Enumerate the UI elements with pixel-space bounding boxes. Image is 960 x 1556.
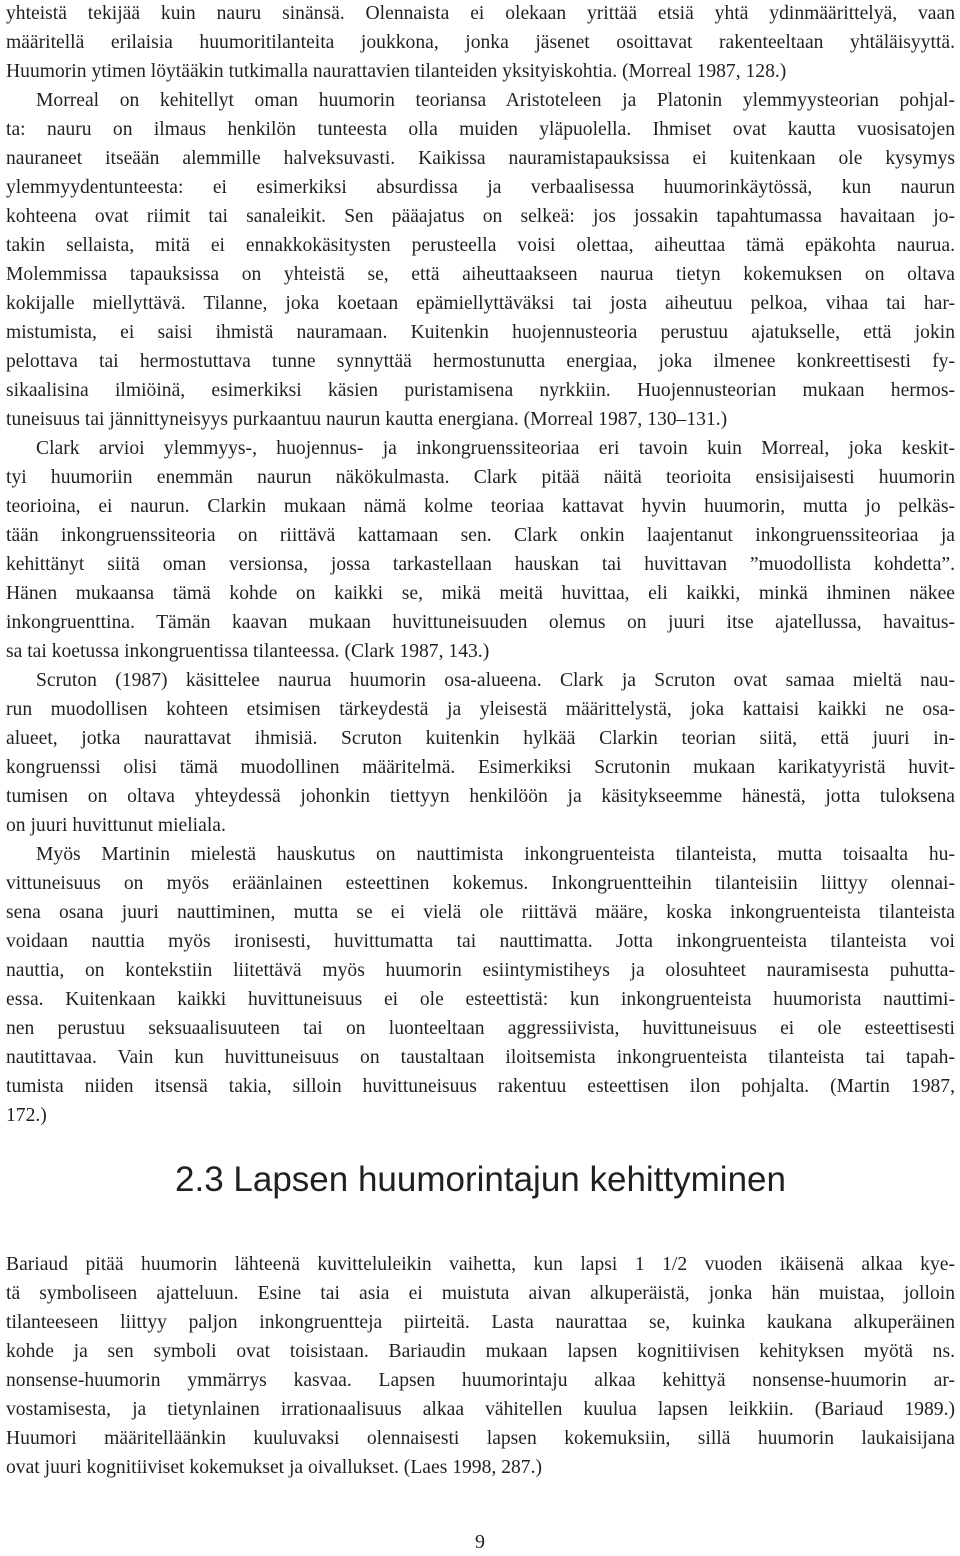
text-line: vittuneisuus on myös eräänlainen esteettinen kokemus. Inkongruentteihin tilanteisiin liittyy olennai- xyxy=(6,873,955,894)
text-line: pelottava tai hermostuttava tunne synnyttää hermostunutta energiaa, joka ilmenee konkreettisesti fy- xyxy=(6,351,955,372)
text-line: Hänen mukaansa tämä kohde on kaikki se, mikä meitä huvittaa, eli kaikki, minkä ihminen näkee xyxy=(6,583,955,604)
text-line: nonsense-huumorin ymmärrys kasvaa. Lapsen huumorintaju alkaa kehittyä nonsense-huumorin ar- xyxy=(6,1370,955,1391)
page-number: 9 xyxy=(475,1531,485,1553)
text-line: nauttia, on kontekstiin liitettävä myös huumorin esiintymistiheys ja olosuhteet nauramisesta puhutta- xyxy=(6,960,955,981)
body-text-after-heading xyxy=(6,1251,955,1483)
text-line: ylemmyydentunteesta: ei esimerkiksi absurdissa ja verbaalisessa huumorinkäytössä, kun naurun xyxy=(6,177,955,198)
text-line: nauraneet itseään alemmille halveksuvasti. Kaikissa nauramistapauksissa ei kuitenkaan ole kysymys xyxy=(6,148,955,169)
text-line: tilanteeseen liittyy paljon inkongruentteja piirteitä. Lasta naurattaa se, kuinka kaukana alkuperäinen xyxy=(6,1312,955,1333)
text-line: kohde ja sen symboli ovat toisistaan. Bariaudin mukaan lapsen kognitiivisen kehityksen myötä ns. xyxy=(6,1341,955,1362)
text-line: Clark arvioi ylemmyys-, huojennus- ja inkongruenssiteoriaa eri tavoin kuin Morreal, joka keskit- xyxy=(36,438,955,459)
text-line: Huumori määritelläänkin kuuluvaksi olennaisesti lapsen kokemuksiin, sillä huumorin laukaisijana xyxy=(6,1428,955,1449)
text-line: Scruton (1987) käsittelee naurua huumorin osa-alueena. Clark ja Scruton ovat samaa mieltä nau- xyxy=(36,670,955,691)
text-line: sa tai koetussa inkongruentissa tilanteessa. (Clark 1987, 143.) xyxy=(6,641,490,662)
text-line: Bariaud pitää huumorin lähteenä kuvitteluleikin vaihetta, kun lapsi 1 1/2 vuoden ikäisenä alkaa kye- xyxy=(6,1254,955,1275)
body-text-before-heading xyxy=(6,0,955,1131)
text-line: ovat juuri kognitiiviset kokemukset ja oivallukset. (Laes 1998, 287.) xyxy=(6,1457,543,1478)
text-line: nen perustuu seksuaalisuuteen tai on luonteeltaan aggressiivista, huvittuneisuus ei ole esteettisesti xyxy=(6,1018,955,1039)
text-line: takin sellaista, mitä ei ennakkokäsitysten perusteella voisi olettaa, aiheuttaa tämä epäkohta naurua. xyxy=(6,235,955,256)
text-line: essa. Kuitenkaan kaikki huvittuneisuus ei ole esteettistä: kun inkongruenteista huumorista nauttimi- xyxy=(6,989,955,1010)
text-line: alueet, jotka naurattavat ihmisiä. Scruton kuitenkin hylkää Clarkin teorian siitä, että juuri in- xyxy=(6,728,955,749)
text-line: Huumorin ytimen löytääkin tutkimalla naurattavien tilanteiden yksityiskohtia. (Morreal 1987, 128.) xyxy=(6,61,787,82)
text-line: kehittänyt siitä oman versionsa, jossa tarkastellaan hauskan tai huvittavan ”muodollista kohdetta”. xyxy=(6,554,955,575)
text-line: sikaalisina ilmiöinä, esimerkiksi käsien puristamisena nyrkkiin. Huojennusteorian mukaan hermos- xyxy=(6,380,955,401)
text-line: inkongruenttina. Tämän kaavan mukaan huvittuneisuuden olemus on juuri itse ajatellussa, havaitus- xyxy=(6,612,955,633)
text-line: ta: nauru on ilmaus henkilön tunteesta olla muiden yläpuolella. Ihmiset ovat kautta vuosisatojen xyxy=(6,119,955,140)
text-line: Morreal on kehitellyt oman huumorin teoriansa Aristoteleen ja Platonin ylemmyysteorian pohjal- xyxy=(36,90,955,111)
text-line: tään inkongruenssiteoria on riittävä kattamaan sen. Clark onkin laajentanut inkongruenssiteoriaa ja xyxy=(6,525,955,546)
section-heading: 2.3 Lapsen huumorintajun kehittyminen xyxy=(175,1160,786,1199)
text-line: yhteistä tekijää kuin nauru sinänsä. Olennaista ei olekaan yrittää etsiä yhtä ydinmäärittelyä, vaan xyxy=(6,3,955,24)
text-line: tumista niiden itsensä takia, silloin huvittuneisuus rakentuu esteettisen ilon pohjalta. (Martin 1987, xyxy=(6,1076,955,1097)
text-line: nautittavaa. Vain kun huvittuneisuus on taustaltaan iloitsemista inkongruenteista tilanteista tai tapah- xyxy=(6,1047,955,1068)
text-line: Myös Martinin mielestä hauskutus on nauttimista inkongruenteista tilanteista, mutta toisaalta hu- xyxy=(36,844,955,865)
text-line: tuneisuus tai jännittyneisyys purkaantuu naurun kautta energiana. (Morreal 1987, 130–131.) xyxy=(6,409,728,430)
text-line: tä symboliseen ajatteluun. Esine tai asia ei muistuta aivan alkuperäistä, jonka hän muistaa, jolloin xyxy=(6,1283,955,1304)
text-line: Molemmissa tapauksissa on yhteistä se, että aiheuttaakseen naurua tietyn kokemuksen on oltava xyxy=(6,264,955,285)
text-line: mistumista, ei saisi ihmistä nauramaan. Kuitenkin huojennusteoria perustuu ajatukselle, että jokin xyxy=(6,322,955,343)
text-line: teorioina, ei naurun. Clarkin mukaan nämä kolme teoriaa kattavat hyvin huumorin, mutta jo pelkäs- xyxy=(6,496,955,517)
text-line: kongruenssi olisi tämä muodollinen määritelmä. Esimerkiksi Scrutonin mukaan karikatyyristä huvit- xyxy=(6,757,955,778)
text-line: tyi huumoriin enemmän naurun näkökulmasta. Clark pitää näitä teorioita ensisijaisesti huumorin xyxy=(6,467,955,488)
text-line: run muodollisen kohteen etsimisen tärkeydestä ja yleisestä määrittelystä, joka kattaisi kaikki ne osa- xyxy=(6,699,955,720)
text-line: sena osana juuri nauttiminen, mutta se ei vielä ole riittävä määre, koska inkongruenteista tilanteista xyxy=(6,902,955,923)
text-line: 172.) xyxy=(6,1105,47,1126)
text-line: vostamisesta, ja tietynlainen irrationaalisuus alkaa vähitellen kuulua lapsen leikkiin. (Bariaud 1989.) xyxy=(6,1399,955,1420)
text-line: tumisen on oltava yhteydessä johonkin tiettyyn henkilöön ja käsitykseemme hänestä, jotta tuloksena xyxy=(6,786,955,807)
text-line: määritellä erilaisia huumoritilanteita joukkona, jonka jäsenet osoittavat rakenteeltaan yhtäläisyyttä. xyxy=(6,32,955,53)
text-line: on juuri huvittunut mieliala. xyxy=(6,815,226,836)
text-line: kokijalle miellyttävä. Tilanne, joka koetaan epämiellyttäväksi tai josta aiheutuu pelkoa, vihaa tai har- xyxy=(6,293,955,314)
text-line: voidaan nauttia myös ironisesti, huvittumatta tai nauttimatta. Jotta inkongruenteista tilanteista voi xyxy=(6,931,955,952)
text-line: kohteena ovat riimit tai sanaleikit. Sen pääajatus on selkeä: jos jossakin tapahtumassa havaitaan jo- xyxy=(6,206,955,227)
